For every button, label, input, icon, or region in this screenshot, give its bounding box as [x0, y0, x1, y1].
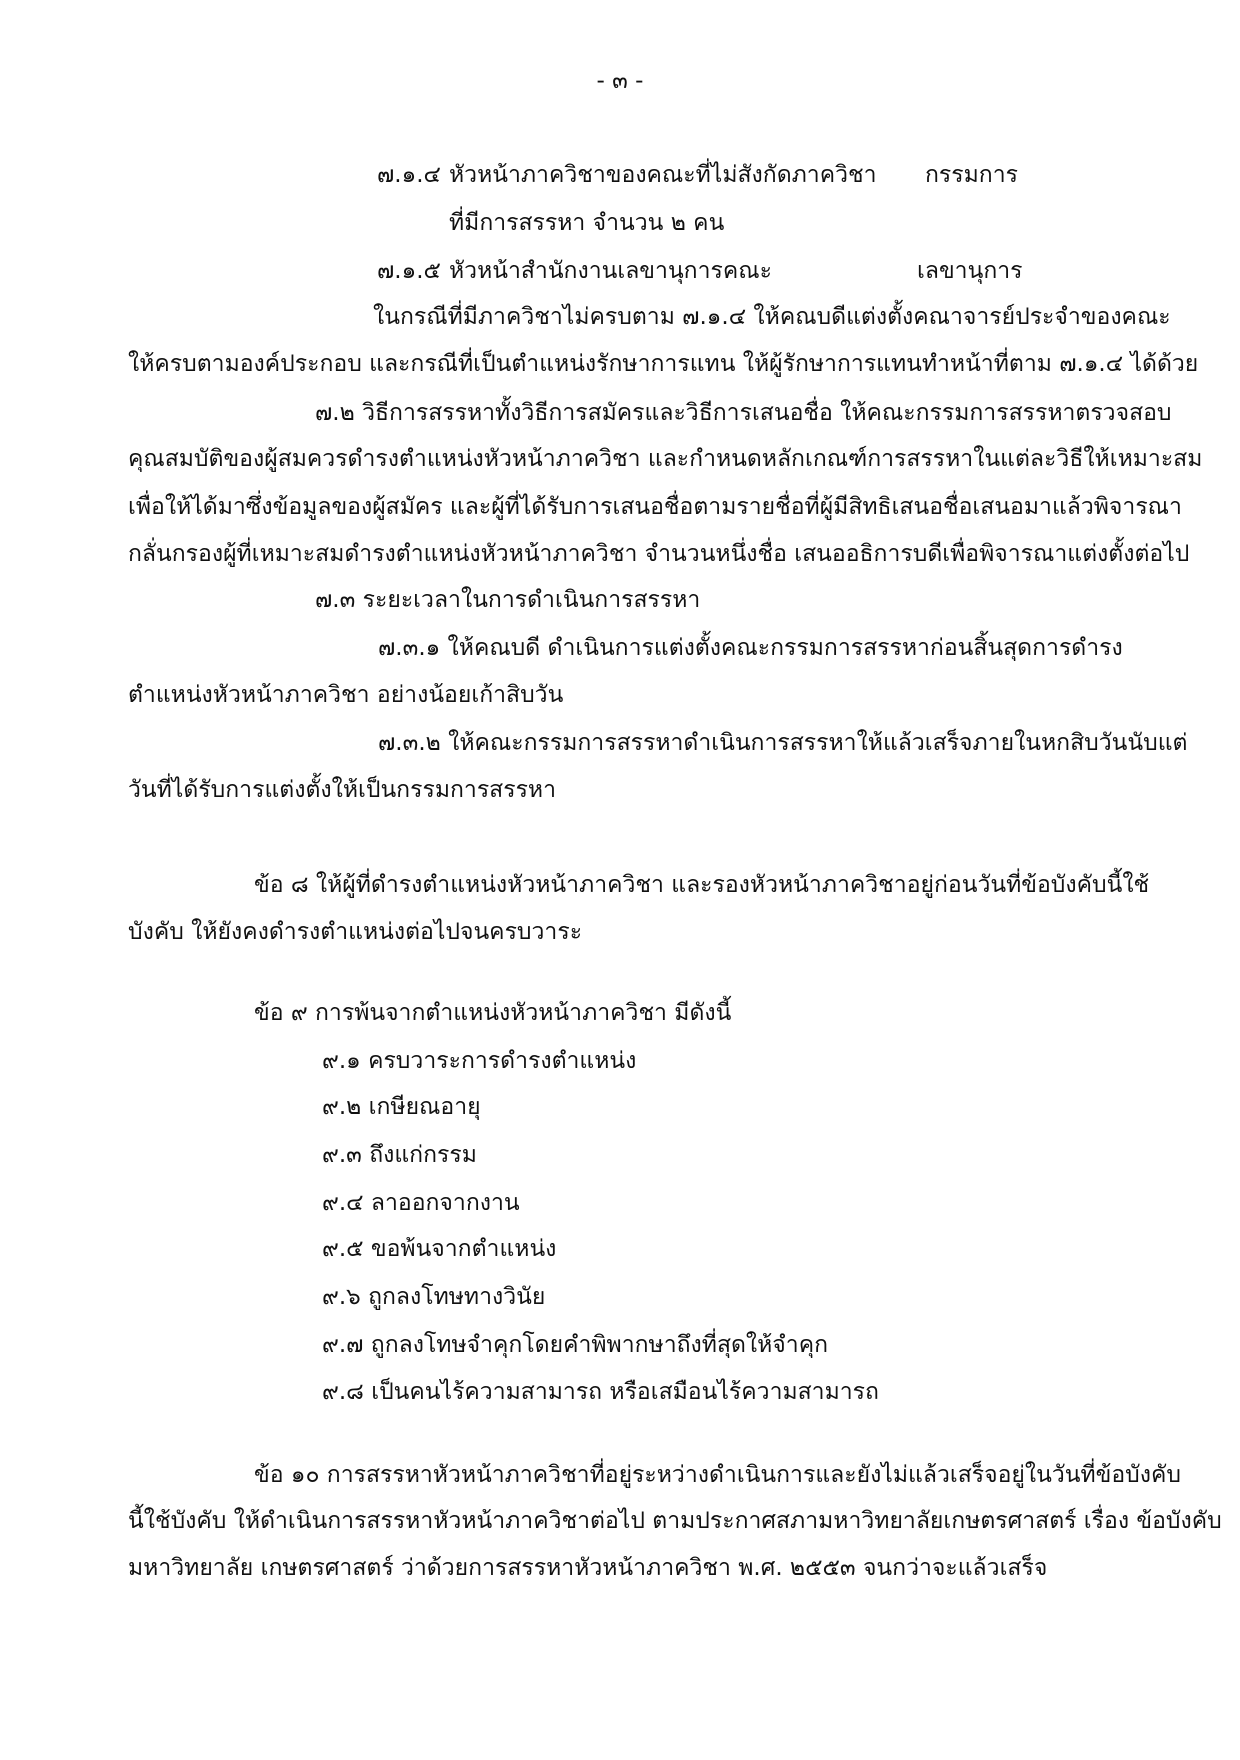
list-item: ๙.๑ ครบวาระการดำรงตำแหน่ง [322, 1048, 637, 1074]
paragraph-line: ตำแหน่งหัวหน้าภาควิชา อย่างน้อยเก้าสิบวัน [128, 682, 564, 708]
paragraph-line: ๗.๓.๑ ให้คณบดี ดำเนินการแต่งตั้งคณะกรรมการสรรหาก่อนสิ้นสุดการดำรง [378, 635, 1123, 661]
paragraph-line: ๗.๓.๒ ให้คณะกรรมการสรรหาดำเนินการสรรหาให้แล้วเสร็จภายในหกสิบวันนับแต่ [378, 730, 1188, 756]
paragraph-line: กลั่นกรองผู้ที่เหมาะสมดำรงตำแหน่งหัวหน้าภาควิชา จำนวนหนึ่งชื่อ เสนออธิการบดีเพื่อพิจารณาแต่งตั้งต่อไป [128, 541, 1190, 567]
item-role: กรรมการ [925, 162, 1018, 188]
item-role: เลขานุการ [917, 258, 1023, 284]
clause-8-line: ข้อ ๘ ให้ผู้ที่ดำรงตำแหน่งหัวหน้าภาควิชา และรองหัวหน้าภาควิชาอยู่ก่อนวันที่ข้อบังคับนี้ใช้ [254, 872, 1150, 898]
clause-10-line: มหาวิทยาลัย เกษตรศาสตร์ ว่าด้วยการสรรหาหัวหน้าภาควิชา พ.ศ. ๒๕๕๓ จนกว่าจะแล้วเสร็จ [128, 1555, 1048, 1581]
page-number: - ๓ - [596, 68, 644, 94]
list-item: ๙.๕ ขอพ้นจากตำแหน่ง [322, 1236, 557, 1262]
paragraph-line: ในกรณีที่มีภาควิชาไม่ครบตาม ๗.๑.๔ ให้คณบดีแต่งตั้งคณาจารย์ประจำของคณะ [373, 304, 1171, 330]
clause-10-line: นี้ใช้บังคับ ให้ดำเนินการสรรหาหัวหน้าภาควิชาต่อไป ตามประกาศสภามหาวิทยาลัยเกษตรศาสตร์ เรื่อง ข้อบังคับ [128, 1508, 1222, 1534]
item-text-continued: ที่มีการสรรหา จำนวน ๒ คน [449, 210, 725, 236]
item-number: ๗.๑.๔ [377, 162, 441, 188]
list-item: ๙.๓ ถึงแก่กรรม [322, 1142, 477, 1168]
paragraph-line: คุณสมบัติของผู้สมควรดำรงตำแหน่งหัวหน้าภาควิชา และกำหนดหลักเกณฑ์การสรรหาในแต่ละวิธีให้เหมาะสม [128, 446, 1203, 472]
clause-9-title: ข้อ ๙ การพ้นจากตำแหน่งหัวหน้าภาควิชา มีดังนี้ [254, 1000, 732, 1026]
list-item: ๙.๘ เป็นคนไร้ความสามารถ หรือเสมือนไร้ความสามารถ [322, 1379, 879, 1405]
list-item: ๙.๔ ลาออกจากงาน [322, 1190, 520, 1216]
clause-10-line: ข้อ ๑๐ การสรรหาหัวหน้าภาควิชาที่อยู่ระหว่างดำเนินการและยังไม่แล้วเสร็จอยู่ในวันที่ข้อบังคับ [254, 1462, 1181, 1488]
item-text: หัวหน้าสำนักงานเลขานุการคณะ [449, 258, 772, 284]
paragraph-line: วันที่ได้รับการแต่งตั้งให้เป็นกรรมการสรรหา [128, 777, 556, 803]
paragraph-line: ๗.๒ วิธีการสรรหาทั้งวิธีการสมัครและวิธีการเสนอชื่อ ให้คณะกรรมการสรรหาตรวจสอบ [315, 400, 1172, 426]
paragraph-line: ให้ครบตามองค์ประกอบ และกรณีที่เป็นตำแหน่งรักษาการแทน ให้ผู้รักษาการแทนทำหน้าที่ตาม ๗.๑.๔ ได้ด้วย [128, 351, 1199, 377]
section-heading: ๗.๓ ระยะเวลาในการดำเนินการสรรหา [315, 587, 701, 613]
item-text: หัวหน้าภาควิชาของคณะที่ไม่สังกัดภาควิชา [449, 162, 877, 188]
list-item: ๙.๒ เกษียณอายุ [322, 1094, 481, 1120]
list-item: ๙.๗ ถูกลงโทษจำคุกโดยคำพิพากษาถึงที่สุดให้จำคุก [322, 1332, 829, 1358]
list-item: ๙.๖ ถูกลงโทษทางวินัย [322, 1284, 546, 1310]
paragraph-line: เพื่อให้ได้มาซึ่งข้อมูลของผู้สมัคร และผู้ที่ได้รับการเสนอชื่อตามรายชื่อที่ผู้มีสิทธิเสนอชื่อเสนอมาแล้วพิจารณา [128, 494, 1182, 520]
clause-8-line: บังคับ ให้ยังคงดำรงตำแหน่งต่อไปจนครบวาระ [128, 919, 583, 945]
item-number: ๗.๑.๕ [377, 258, 441, 284]
